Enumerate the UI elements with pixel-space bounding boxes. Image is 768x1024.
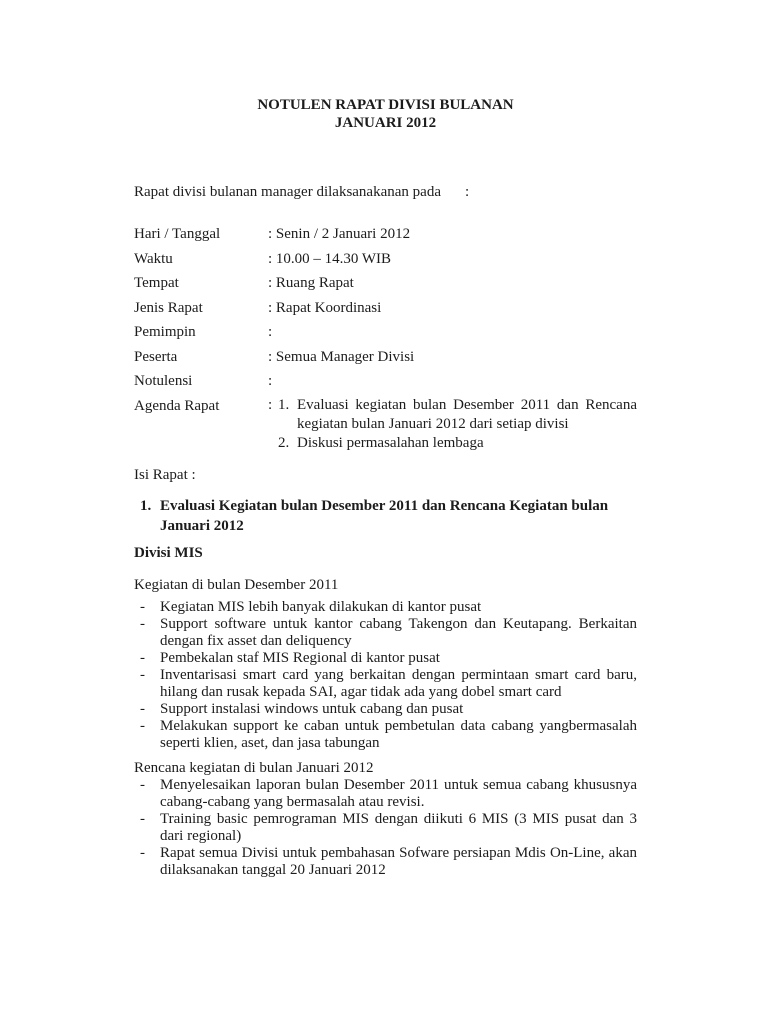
- meta-value: : 10.00 – 14.30 WIB: [268, 250, 392, 267]
- kegiatan-desember-list: [134, 599, 637, 752]
- meta-row-jenis-rapat: [134, 296, 637, 321]
- dash-bullet: -: [140, 616, 145, 632]
- dash-bullet: -: [140, 811, 145, 827]
- list-item-text: Support instalasi windows untuk cabang dan pusat: [160, 701, 464, 717]
- dash-bullet: -: [140, 777, 145, 793]
- list-item-text: Training basic pemrograman MIS dengan diikuti 6 MIS (3 MIS pusat dan 3 dari regional): [160, 811, 637, 844]
- list-item: [134, 777, 637, 811]
- agenda-item-1: [278, 396, 637, 434]
- meta-block: [134, 222, 637, 453]
- agenda-value: [268, 394, 637, 454]
- list-item: [134, 616, 637, 650]
- agenda-item-number: 2.: [278, 435, 290, 451]
- section-1-number: 1.: [140, 498, 152, 514]
- list-item-text: Melakukan support ke caban untuk pembetulan data cabang yangbermasalah seperti klien, aset, dan jasa tabungan: [160, 718, 637, 751]
- meta-label: Hari / Tanggal: [134, 226, 221, 242]
- list-item-text: Menyelesaikan laporan bulan Desember 2011 untuk semua cabang khususnya cabang-cabang yang bermasalah atau revisi.: [160, 777, 637, 810]
- meta-value: : Senin / 2 Januari 2012: [268, 226, 411, 242]
- kegiatan-desember-heading: Kegiatan di bulan Desember 2011: [134, 577, 339, 593]
- list-item: [134, 650, 637, 667]
- document-title: [134, 0, 637, 132]
- intro-line: [134, 183, 637, 201]
- meta-value: : Rapat Koordinasi: [268, 299, 382, 316]
- meta-row-agenda-rapat: [134, 394, 637, 454]
- intro-colon: :: [464, 184, 470, 200]
- meta-label: Waktu: [134, 250, 173, 267]
- list-item-text: Rapat semua Divisi untuk pembahasan Sofware persiapan Mdis On-Line, akan dilaksanakan tanggal 20 Januari 2012: [160, 845, 637, 878]
- meta-value: :: [268, 324, 273, 340]
- section-1-heading: [134, 496, 637, 536]
- meta-row-peserta: [134, 345, 637, 370]
- dash-bullet: -: [140, 667, 145, 683]
- list-item-text: Pembekalan staf MIS Regional di kantor pusat: [160, 650, 440, 666]
- list-item: [134, 701, 637, 718]
- title-line-2: JANUARI 2012: [334, 115, 437, 131]
- rencana-januari-list: [134, 777, 637, 879]
- list-item-text: Kegiatan MIS lebih banyak dilakukan di kantor pusat: [160, 599, 482, 615]
- meta-row-notulensi: [134, 369, 637, 394]
- section-1-title: Evaluasi Kegiatan bulan Desember 2011 dan Rencana Kegiatan bulan Januari 2012: [160, 498, 609, 534]
- meta-row-tempat: [134, 271, 637, 296]
- meta-value: : Semua Manager Divisi: [268, 348, 415, 365]
- meta-label: Pemimpin: [134, 324, 196, 340]
- meta-label: Tempat: [134, 275, 179, 291]
- dash-bullet: -: [140, 599, 145, 615]
- list-item: [134, 667, 637, 701]
- agenda-item-text: Diskusi permasalahan lembaga: [297, 435, 484, 451]
- document-content: [134, 0, 637, 879]
- meta-row-pemimpin: [134, 320, 637, 345]
- list-item: [134, 599, 637, 616]
- list-item-text: Support software untuk kantor cabang Takengon dan Keutapang. Berkaitan dengan fix asset dan deliquency: [160, 616, 637, 649]
- dash-bullet: -: [140, 845, 145, 861]
- rencana-januari-heading: Rencana kegiatan di bulan Januari 2012: [134, 760, 374, 776]
- meta-label: Jenis Rapat: [134, 299, 203, 316]
- meta-label: Agenda Rapat: [134, 397, 220, 414]
- agenda-colon: :: [268, 397, 273, 413]
- agenda-item-text: Evaluasi kegiatan bulan Desember 2011 dan Rencana kegiatan bulan Januari 2012 dari setiap divisi: [297, 397, 637, 432]
- list-item-text: Inventarisasi smart card yang berkaitan dengan permintaan smart card baru, hilang dan rusak kepada SAI, agar tidak ada yang dobel smart card: [160, 667, 637, 700]
- dash-bullet: -: [140, 650, 145, 666]
- dash-bullet: -: [140, 718, 145, 734]
- divisi-mis-heading: Divisi MIS: [134, 545, 203, 561]
- title-line-1: NOTULEN RAPAT DIVISI BULANAN: [257, 97, 514, 113]
- list-item: [134, 845, 637, 879]
- meta-value: : Ruang Rapat: [268, 275, 354, 291]
- list-item: [134, 811, 637, 845]
- agenda-item-number: 1.: [278, 397, 290, 413]
- meta-label: Peserta: [134, 348, 178, 365]
- meta-row-waktu: [134, 247, 637, 272]
- list-item: [134, 718, 637, 752]
- isi-rapat-heading: Isi Rapat :: [134, 467, 196, 483]
- intro-text: Rapat divisi bulanan manager dilaksanakanan pada: [134, 184, 441, 200]
- meta-value: :: [268, 373, 273, 389]
- dash-bullet: -: [140, 701, 145, 717]
- meta-label: Notulensi: [134, 373, 193, 389]
- meta-row-hari-tanggal: [134, 222, 637, 247]
- agenda-items: [278, 396, 637, 453]
- agenda-item-2: [278, 434, 637, 453]
